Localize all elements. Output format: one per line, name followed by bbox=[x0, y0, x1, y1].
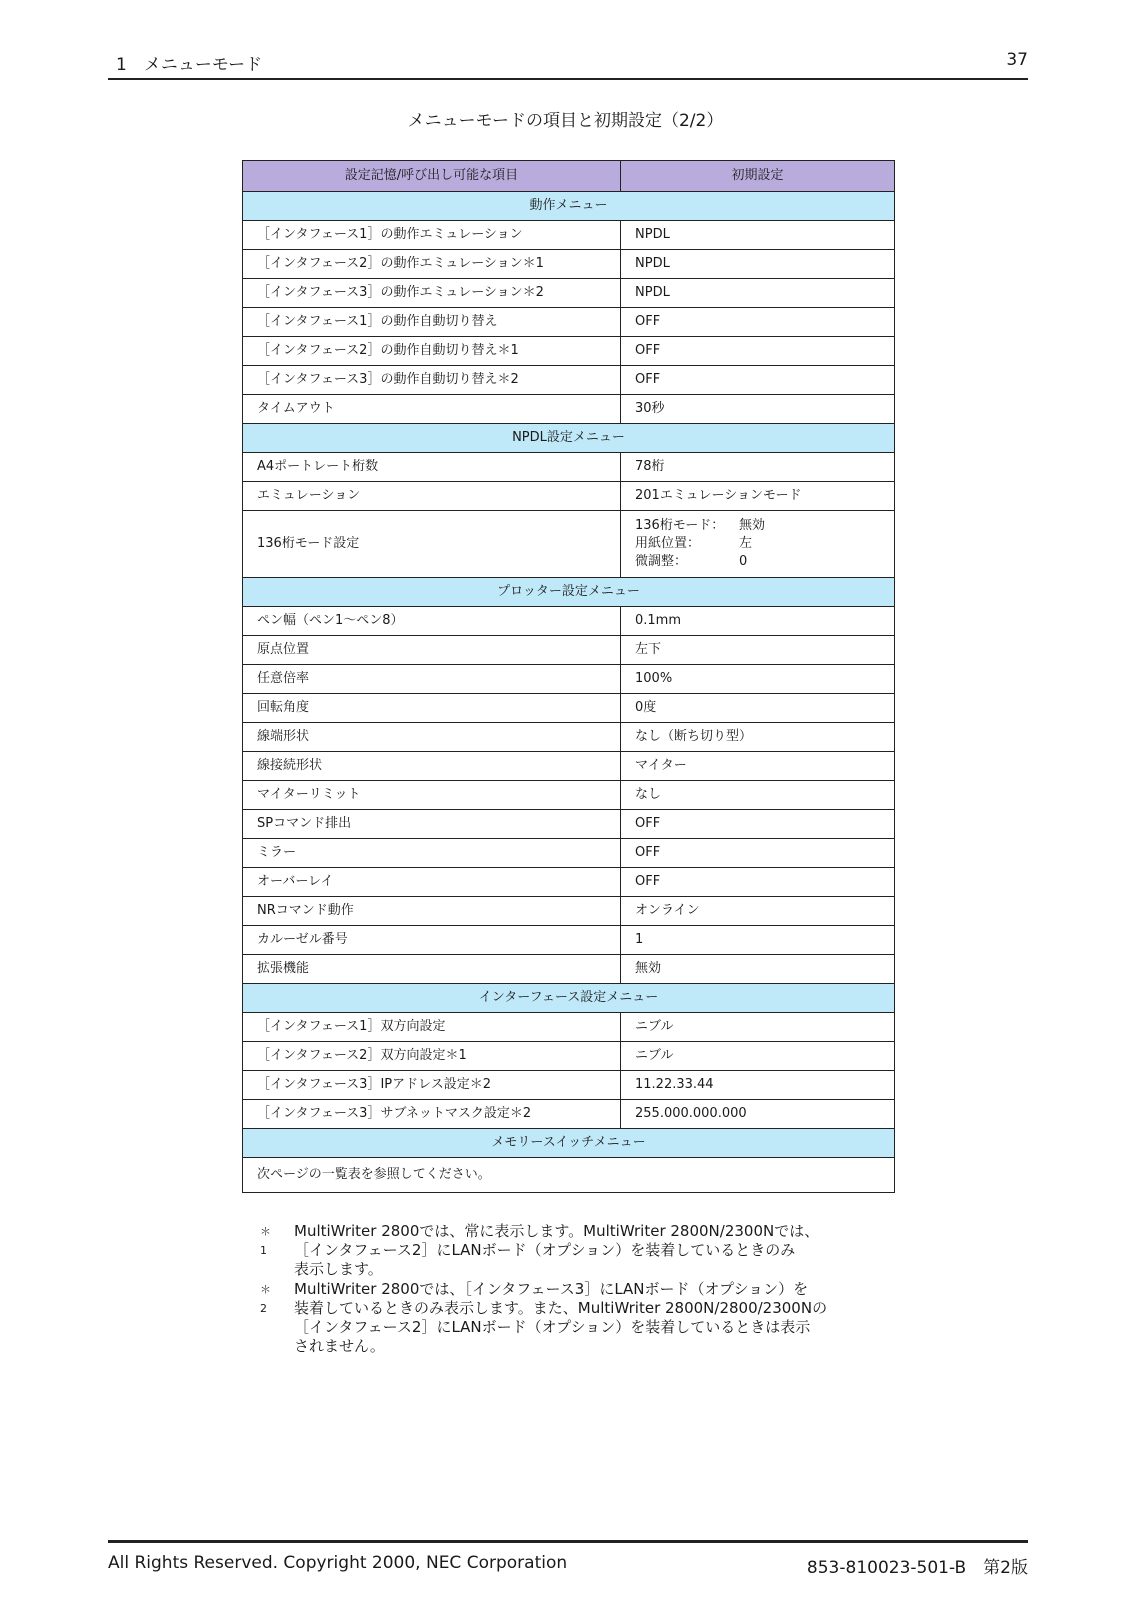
table-row bbox=[243, 955, 895, 984]
table-row bbox=[243, 752, 895, 781]
footnote-mark: ＊2 bbox=[260, 1283, 271, 1315]
table-row bbox=[243, 395, 895, 424]
setting-item: ［インタフェース3］の動作自動切り替え＊2 bbox=[243, 366, 621, 395]
setting-item: ［インタフェース1］の動作自動切り替え bbox=[243, 308, 621, 337]
column-header-item: 設定記憶/呼び出し可能な項目 bbox=[243, 161, 621, 192]
setting-default: 0度 bbox=[621, 694, 895, 723]
setting-item: 線接続形状 bbox=[243, 752, 621, 781]
setting-item: マイターリミット bbox=[243, 781, 621, 810]
section-note: 次ページの一覧表を参照してください。 bbox=[243, 1158, 895, 1193]
section-row bbox=[243, 192, 895, 221]
setting-default: 100% bbox=[621, 665, 895, 694]
setting-item: NRコマンド動作 bbox=[243, 897, 621, 926]
table-row bbox=[243, 897, 895, 926]
table-row bbox=[243, 482, 895, 511]
setting-default: 1 bbox=[621, 926, 895, 955]
sub-setting-label: 微調整： bbox=[635, 554, 688, 569]
section-title: プロッター設定メニュー bbox=[243, 578, 895, 607]
setting-item: ペン幅（ペン1～ペン8） bbox=[243, 607, 621, 636]
table-row bbox=[243, 781, 895, 810]
footnote-line: 装着しているときのみ表示します。また、MultiWriter 2800N/2800/2300Nの bbox=[294, 1299, 828, 1317]
chapter-title: 1 メニューモード bbox=[116, 55, 263, 75]
section-title: NPDL設定メニュー bbox=[243, 424, 895, 453]
footnote-mark: ＊1 bbox=[260, 1225, 271, 1257]
footnote-text bbox=[294, 1280, 874, 1356]
setting-item: ミラー bbox=[243, 839, 621, 868]
setting-default: NPDL bbox=[621, 279, 895, 308]
sub-setting-value: 0 bbox=[739, 554, 748, 569]
section-row bbox=[243, 984, 895, 1013]
table-row bbox=[243, 723, 895, 752]
setting-default: OFF bbox=[621, 366, 895, 395]
page-header bbox=[108, 48, 1028, 80]
setting-item: ［インタフェース3］の動作エミュレーション＊2 bbox=[243, 279, 621, 308]
sub-setting-value: 左 bbox=[739, 536, 753, 551]
setting-default: 255.000.000.000 bbox=[621, 1100, 895, 1129]
setting-item: ［インタフェース2］双方向設定＊1 bbox=[243, 1042, 621, 1071]
setting-default: オンライン bbox=[621, 897, 895, 926]
table-row bbox=[243, 308, 895, 337]
section-row bbox=[243, 1129, 895, 1158]
setting-default: ニブル bbox=[621, 1013, 895, 1042]
footnote-line: MultiWriter 2800では、常に表示します。MultiWriter 2800N/2300Nでは、 bbox=[294, 1222, 820, 1240]
setting-default: ニブル bbox=[621, 1042, 895, 1071]
setting-default: OFF bbox=[621, 308, 895, 337]
setting-item: ［インタフェース3］IPアドレス設定＊2 bbox=[243, 1071, 621, 1100]
table-row bbox=[243, 926, 895, 955]
setting-item: オーバーレイ bbox=[243, 868, 621, 897]
setting-default: 無効 bbox=[621, 955, 895, 984]
copyright-text: All Rights Reserved. Copyright 2000, NEC Corporation bbox=[108, 1553, 568, 1573]
setting-item: ［インタフェース1］の動作エミュレーション bbox=[243, 221, 621, 250]
section-row bbox=[243, 424, 895, 453]
page-number: 37 bbox=[1006, 50, 1028, 70]
setting-item: ［インタフェース2］の動作自動切り替え＊1 bbox=[243, 337, 621, 366]
setting-item: 136桁モード設定 bbox=[243, 511, 621, 578]
footnote-line: ［インタフェース2］にLANボード（オプション）を装着しているときのみ bbox=[294, 1241, 796, 1259]
setting-default bbox=[621, 511, 895, 578]
table-row bbox=[243, 337, 895, 366]
table-row bbox=[243, 694, 895, 723]
setting-default: OFF bbox=[621, 839, 895, 868]
table-row bbox=[243, 1100, 895, 1129]
setting-item: エミュレーション bbox=[243, 482, 621, 511]
setting-default: OFF bbox=[621, 337, 895, 366]
settings-table bbox=[242, 160, 895, 1193]
setting-item: 任意倍率 bbox=[243, 665, 621, 694]
table-row bbox=[243, 250, 895, 279]
table-row bbox=[243, 810, 895, 839]
setting-default: NPDL bbox=[621, 250, 895, 279]
setting-item: SPコマンド排出 bbox=[243, 810, 621, 839]
table-row bbox=[243, 868, 895, 897]
setting-item: カルーゼル番号 bbox=[243, 926, 621, 955]
setting-item: ［インタフェース2］の動作エミュレーション＊1 bbox=[243, 250, 621, 279]
setting-default: OFF bbox=[621, 810, 895, 839]
setting-default: OFF bbox=[621, 868, 895, 897]
footnote-line: ［インタフェース2］にLANボード（オプション）を装着しているときは表示 bbox=[294, 1318, 811, 1336]
sub-setting-label: 136桁モード： bbox=[635, 518, 725, 533]
table-row bbox=[243, 839, 895, 868]
document-number: 853-810023-501-B 第2版 bbox=[806, 1558, 1028, 1578]
setting-item: ［インタフェース3］サブネットマスク設定＊2 bbox=[243, 1100, 621, 1129]
footnote-line: 表示します。 bbox=[294, 1260, 383, 1278]
sub-setting-value: 無効 bbox=[739, 518, 766, 533]
table-row bbox=[243, 511, 895, 578]
setting-default: なし（断ち切り型） bbox=[621, 723, 895, 752]
table-row bbox=[243, 453, 895, 482]
setting-item: 拡張機能 bbox=[243, 955, 621, 984]
setting-item: 線端形状 bbox=[243, 723, 621, 752]
section-row bbox=[243, 578, 895, 607]
table-row bbox=[243, 1042, 895, 1071]
table-title: メニューモードの項目と初期設定（2/2） bbox=[407, 111, 724, 131]
section-title: メモリースイッチメニュー bbox=[243, 1129, 895, 1158]
section-title: インターフェース設定メニュー bbox=[243, 984, 895, 1013]
sub-settings bbox=[635, 517, 894, 571]
setting-default: NPDL bbox=[621, 221, 895, 250]
table-row bbox=[243, 1013, 895, 1042]
footnote-line: MultiWriter 2800では、［インタフェース3］にLANボード（オプション）を bbox=[294, 1280, 809, 1298]
footnote-text bbox=[294, 1222, 874, 1279]
table-row bbox=[243, 279, 895, 308]
table-row bbox=[243, 1071, 895, 1100]
setting-default: 30秒 bbox=[621, 395, 895, 424]
table-row bbox=[243, 607, 895, 636]
table-body bbox=[243, 192, 895, 1193]
table-row bbox=[243, 636, 895, 665]
setting-default: 11.22.33.44 bbox=[621, 1071, 895, 1100]
setting-item: A4ポートレート桁数 bbox=[243, 453, 621, 482]
section-title: 動作メニュー bbox=[243, 192, 895, 221]
table-row bbox=[243, 665, 895, 694]
setting-item: タイムアウト bbox=[243, 395, 621, 424]
setting-default: 0.1mm bbox=[621, 607, 895, 636]
setting-default: 201エミュレーションモード bbox=[621, 482, 895, 511]
setting-default: なし bbox=[621, 781, 895, 810]
column-header-default: 初期設定 bbox=[621, 161, 895, 192]
setting-item: 原点位置 bbox=[243, 636, 621, 665]
table-header-row bbox=[243, 161, 895, 192]
page-footer bbox=[108, 1540, 1028, 1578]
setting-item: ［インタフェース1］双方向設定 bbox=[243, 1013, 621, 1042]
setting-item: 回転角度 bbox=[243, 694, 621, 723]
setting-default: 左下 bbox=[621, 636, 895, 665]
setting-default: 78桁 bbox=[621, 453, 895, 482]
sub-setting-label: 用紙位置： bbox=[635, 536, 701, 551]
setting-default: マイター bbox=[621, 752, 895, 781]
table-row bbox=[243, 221, 895, 250]
table-row bbox=[243, 1158, 895, 1193]
table-row bbox=[243, 366, 895, 395]
footnote-line: されません。 bbox=[294, 1337, 385, 1355]
